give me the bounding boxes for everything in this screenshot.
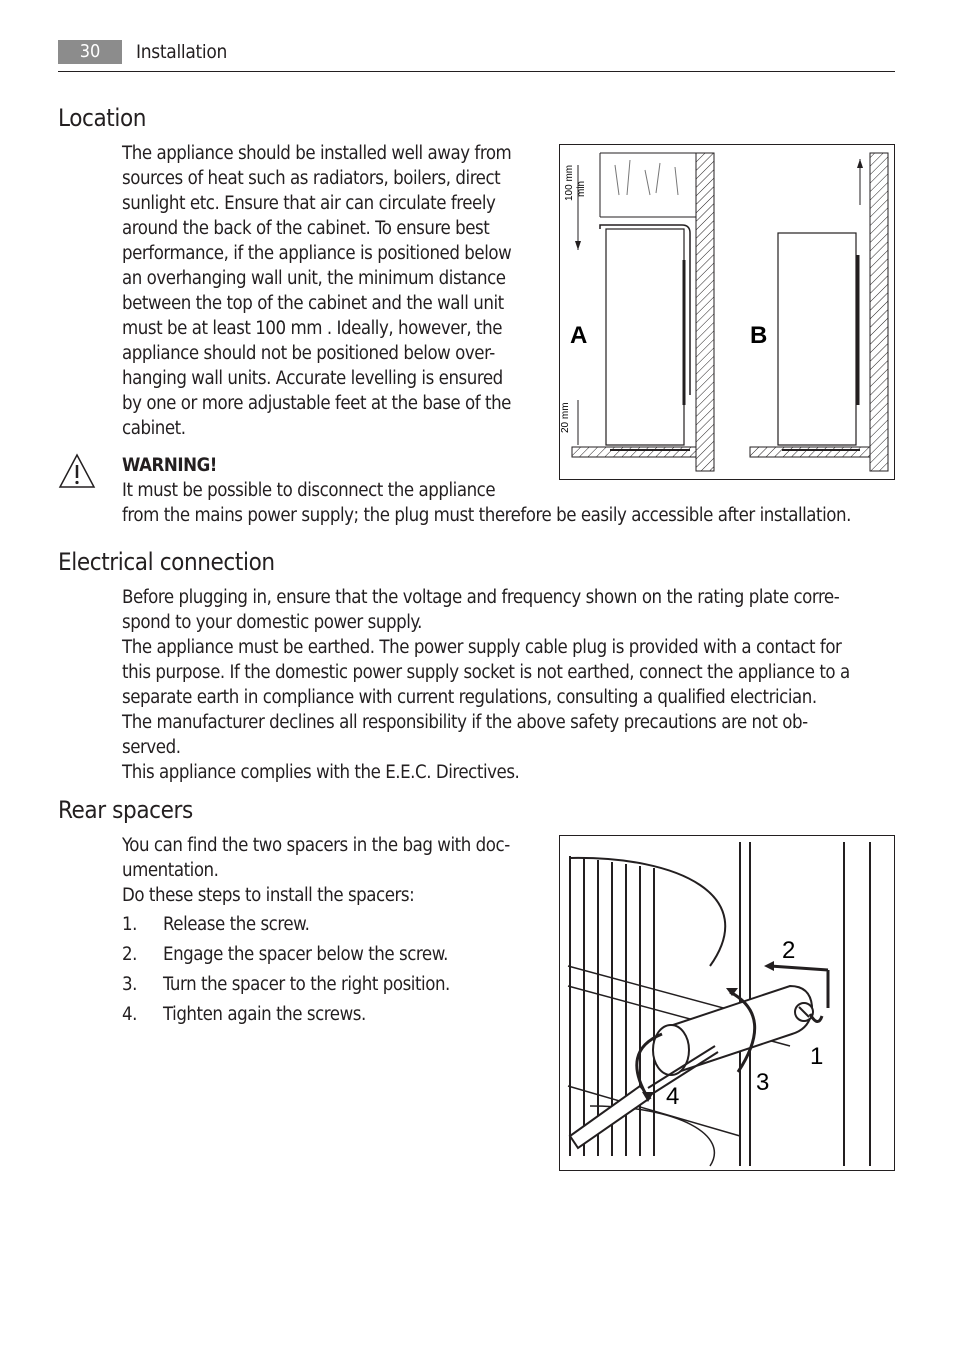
dimension-bottom-label: 20 mm [560, 402, 571, 433]
step-label-3: 3 [756, 1069, 770, 1096]
step-text: Engage the spacer below the screw. [163, 944, 448, 965]
text-line: The appliance must be earthed. The power supply cable plug is provided with a contact for [122, 637, 842, 658]
step-label-4: 4 [666, 1083, 680, 1110]
text-line: hanging wall units. Accurate levelling is ensured [122, 368, 503, 389]
spacer [653, 986, 812, 1075]
list-item [122, 912, 450, 942]
text-line: sources of heat such as radiators, boilers, direct [122, 168, 501, 189]
text-line: This appliance complies with the E.E.C. Directives. [122, 762, 520, 783]
page-header [58, 40, 895, 72]
list-item [122, 942, 450, 972]
step-number: 1. [122, 914, 137, 935]
text-line: sunlight etc. Ensure that air can circulate freely [122, 193, 496, 214]
text-line: around the back of the cabinet. To ensure best [122, 218, 490, 239]
electrical-heading: Electrical connection [58, 548, 275, 576]
text-line: You can find the two spacers in the bag with doc- [122, 835, 510, 856]
step-number: 2. [122, 944, 137, 965]
step-number: 4. [122, 1004, 137, 1025]
section-title: Installation [136, 41, 228, 63]
text-line: Do these steps to install the spacers: [122, 885, 415, 906]
step-label-2: 2 [782, 937, 796, 964]
text-line: separate earth in compliance with current regulations, consulting a qualified electrician. [122, 687, 817, 708]
text-line: The manufacturer declines all responsibility if the above safety precautions are not ob- [122, 712, 808, 733]
warning-icon [58, 453, 98, 493]
text-line: appliance should not be positioned below over- [122, 343, 495, 364]
list-item [122, 1002, 450, 1032]
text-line: performance, if the appliance is positioned below [122, 243, 512, 264]
spacer-installation-diagram [560, 836, 894, 1170]
electrical-paragraph [122, 585, 850, 785]
warning-line: from the mains power supply; the plug must therefore be easily accessible after installation. [122, 505, 851, 526]
step-text: Turn the spacer to the right position. [163, 974, 450, 995]
text-line: between the top of the cabinet and the wall unit [122, 293, 504, 314]
rear-spacers-heading: Rear spacers [58, 796, 193, 824]
text-line: cabinet. [122, 418, 186, 439]
step-label-1: 1 [810, 1043, 824, 1070]
location-figure [559, 144, 895, 480]
diagram-b [750, 153, 888, 471]
text-line: this purpose. If the domestic power supply socket is not earthed, connect the appliance to a [122, 662, 850, 683]
warning-title: WARNING! [122, 455, 217, 476]
location-heading: Location [58, 104, 147, 132]
text-line: by one or more adjustable feet at the base of the [122, 393, 511, 414]
step-number: 3. [122, 974, 137, 995]
spacer-figure [559, 835, 895, 1171]
text-line: served. [122, 737, 181, 758]
label-a: A [570, 322, 588, 349]
location-paragraph [122, 141, 511, 441]
label-b: B [750, 322, 768, 349]
fridge-clearance-diagram [560, 145, 894, 479]
dimension-top-sub-label: min [576, 180, 587, 197]
text-line: an overhanging wall unit, the minimum distance [122, 268, 506, 289]
page-number: 30 [58, 40, 122, 64]
diagram-a [572, 153, 714, 471]
spacer-steps-list [122, 912, 450, 1032]
rear-spacers-intro [122, 833, 510, 908]
list-item [122, 972, 450, 1002]
step-text: Release the screw. [163, 914, 310, 935]
text-line: The appliance should be installed well away from [122, 143, 512, 164]
warning-line: It must be possible to disconnect the appliance [122, 480, 496, 501]
text-line: umentation. [122, 860, 219, 881]
text-line: Before plugging in, ensure that the voltage and frequency shown on the rating plate corre- [122, 587, 840, 608]
dimension-top-label: 100 mm [564, 164, 575, 201]
text-line: spond to your domestic power supply. [122, 612, 422, 633]
warning-block [122, 453, 851, 528]
step-text: Tighten again the screws. [163, 1004, 366, 1025]
text-line: must be at least 100 mm . Ideally, however, the [122, 318, 503, 339]
